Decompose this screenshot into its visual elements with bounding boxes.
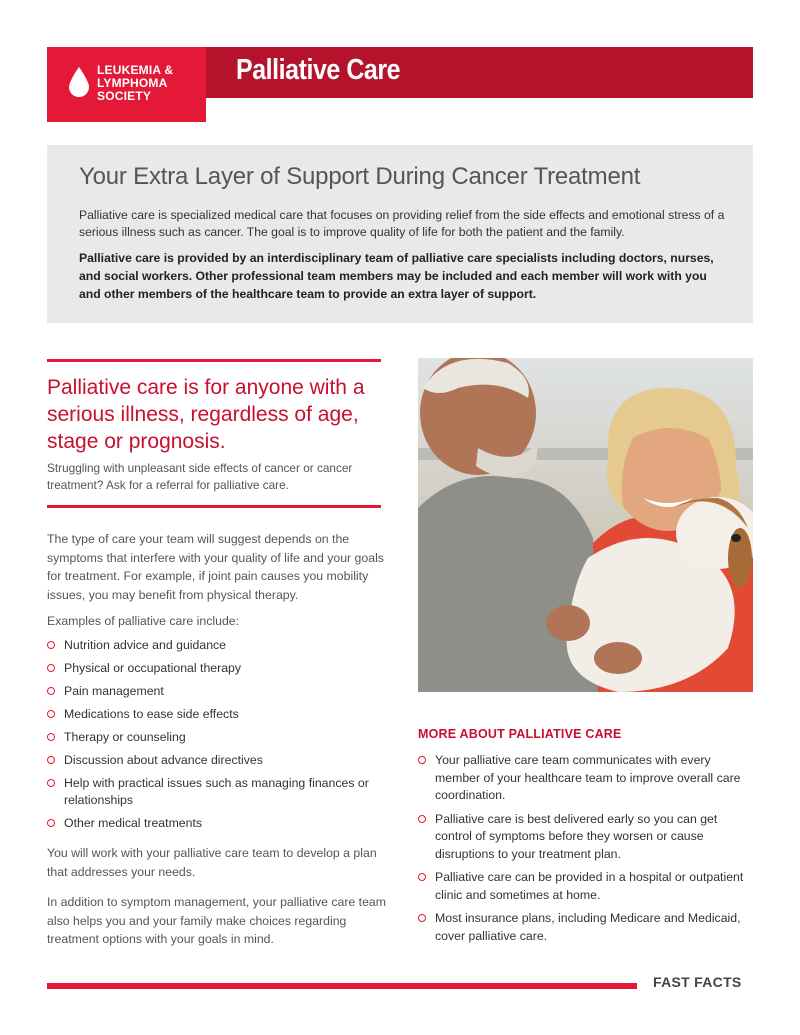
- logo-text: [97, 64, 173, 103]
- logo-line: LEUKEMIA &: [97, 63, 174, 77]
- list-item: [418, 910, 753, 945]
- photo-illustration: [418, 358, 753, 692]
- body-paragraph: In addition to symptom management, your palliative care team also helps you and your family make choices regarding treatment options with your goals in mind.: [47, 895, 387, 946]
- lls-logo: [47, 47, 206, 122]
- logo-line: SOCIETY: [97, 89, 152, 103]
- list-item: [47, 660, 387, 677]
- list-item: [418, 869, 753, 904]
- list-item: [47, 637, 387, 654]
- list-item-text: Pain management: [64, 684, 164, 698]
- list-item-text: Nutrition advice and guidance: [64, 638, 227, 652]
- bullet-icon: [47, 687, 55, 695]
- footer-rule: [47, 983, 637, 989]
- list-item: [47, 815, 387, 832]
- document-title: Palliative Care: [236, 54, 401, 86]
- intro-box: [47, 145, 753, 323]
- fast-facts-label: FAST FACTS: [653, 974, 742, 990]
- bullet-icon: [418, 873, 426, 881]
- bullet-icon: [418, 815, 426, 823]
- list-item: [418, 811, 753, 864]
- list-item: [47, 775, 387, 809]
- bullet-icon: [47, 664, 55, 672]
- list-item-text: Medications to ease side effects: [64, 707, 239, 721]
- list-item-text: Palliative care is best delivered early so you can get control of symptoms before they worsen or cause disruptions to your treatment plan.: [435, 811, 718, 861]
- bullet-icon: [47, 641, 55, 649]
- list-item: [47, 706, 387, 723]
- list-item-text: Palliative care can be provided in a hospital or outpatient clinic and sometimes at home.: [435, 870, 744, 902]
- drop-icon: [69, 67, 89, 97]
- list-item-text: Discussion about advance directives: [64, 753, 263, 767]
- examples-label: Examples of palliative care include:: [47, 614, 240, 628]
- divider: [47, 359, 381, 362]
- pull-quote-subtext: Struggling with unpleasant side effects of cancer or cancer treatment? Ask for a referral for palliative care.: [47, 461, 353, 492]
- bullet-icon: [47, 710, 55, 718]
- more-about-heading: MORE ABOUT PALLIATIVE CARE: [418, 727, 622, 741]
- list-item-text: Therapy or counseling: [64, 730, 186, 744]
- body-paragraph: The type of care your team will suggest depends on the symptoms that interfere with your quality of life and your goals for treatment. For example, if joint pain causes you mobility issues, you may benefit from physical therapy.: [47, 532, 384, 602]
- bullet-icon: [418, 914, 426, 922]
- body-paragraph: You will work with your palliative care team to develop a plan that addresses your needs.: [47, 846, 377, 879]
- list-item: [47, 752, 387, 769]
- bullet-icon: [47, 819, 55, 827]
- list-item: [418, 752, 753, 805]
- list-item: [47, 683, 387, 700]
- more-about-list: [418, 752, 753, 951]
- list-item-text: Help with practical issues such as managing finances or relationships: [64, 776, 369, 807]
- bullet-icon: [418, 756, 426, 764]
- bullet-icon: [47, 779, 55, 787]
- list-item-text: Physical or occupational therapy: [64, 661, 242, 675]
- intro-paragraph-bold: Palliative care is provided by an interdisciplinary team of palliative care specialists including doctors, nurses, and social workers. Other professional team members may be included and each member will work with you and other members of the healthcare team to provide an extra layer of support.: [79, 251, 714, 301]
- logo-line: LYMPHOMA: [97, 76, 168, 90]
- pull-quote: Palliative care is for anyone with a serious illness, regardless of age, stage or prognosis.: [47, 376, 365, 453]
- list-item: [47, 729, 387, 746]
- bullet-icon: [47, 733, 55, 741]
- intro-paragraph: Palliative care is specialized medical care that focuses on providing relief from the side effects and emotional stress of a serious illness such as cancer. The goal is to improve quality of life for both the patient and the family.: [79, 208, 725, 239]
- couple-with-dog-photo: [418, 358, 753, 692]
- divider: [47, 505, 381, 508]
- examples-list: [47, 637, 387, 838]
- intro-heading: Your Extra Layer of Support During Cancer Treatment: [79, 163, 641, 190]
- list-item-text: Your palliative care team communicates with every member of your healthcare team to improve overall care coordination.: [435, 753, 741, 802]
- list-item-text: Other medical treatments: [64, 816, 203, 830]
- bullet-icon: [47, 756, 55, 764]
- list-item-text: Most insurance plans, including Medicare and Medicaid, cover palliative care.: [435, 911, 741, 943]
